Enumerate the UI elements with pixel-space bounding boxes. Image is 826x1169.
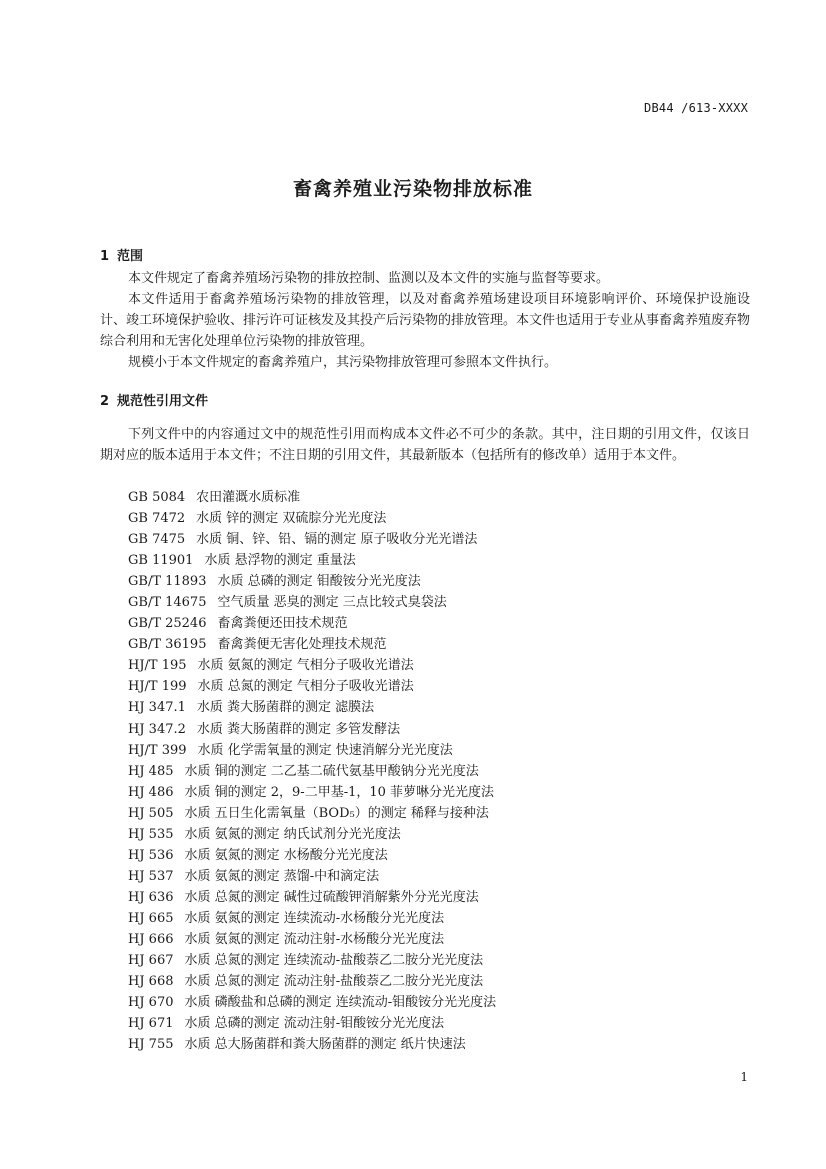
reference-code: HJ 755 [128,1037,174,1053]
reference-item [128,1013,496,1034]
reference-item [128,971,496,992]
reference-item [128,950,496,971]
reference-title: 水质 氨氮的测定 纳氏试剂分光光度法 [184,826,401,842]
reference-code: GB/T 11893 [128,574,207,590]
reference-code: HJ 636 [128,889,174,905]
reference-item [128,908,496,929]
reference-title: 水质 铜、锌、铅、镉的测定 原子吸收分光光谱法 [196,532,478,548]
reference-title: 水质 氨氮的测定 蒸馏-中和滴定法 [184,868,380,884]
document-title: 畜禽养殖业污染物排放标准 [292,178,533,200]
page-number: 1 [740,1070,748,1084]
reference-item [128,803,496,824]
paragraph: 规模小于本文件规定的畜禽养殖户，其污染物排放管理可参照本文件执行。 [128,355,558,370]
reference-title: 水质 磷酸盐和总磷的测定 连续流动-钼酸铵分光光度法 [184,995,497,1011]
reference-title: 水质 总磷的测定 钼酸铵分光光度法 [217,574,421,590]
section-title: 范围 [117,249,144,264]
reference-item [128,487,496,508]
reference-item [128,845,496,866]
reference-title: 水质 粪大肠菌群的测定 多管发酵法 [196,721,401,737]
reference-title: 水质 铜的测定 2，9-二甲基-1，10 菲萝啉分光光度法 [184,784,495,800]
reference-code: GB 7475 [128,532,186,548]
reference-item [128,992,496,1013]
reference-code: HJ 666 [128,931,174,947]
reference-code: HJ 670 [128,995,174,1011]
reference-item [128,887,496,908]
reference-item [128,824,496,845]
reference-title: 水质 五日生化需氧量（BOD₅）的测定 稀释与接种法 [184,805,489,821]
reference-title: 畜禽粪便还田技术规范 [217,616,348,632]
reference-title: 水质 氨氮的测定 连续流动-水杨酸分光光度法 [184,910,445,926]
reference-item [128,613,496,634]
reference-code: HJ/T 199 [128,679,187,695]
paragraph: 本文件适用于畜禽养殖场污染物的排放管理，以及对畜禽养殖场建设项目环境影响评价、环境保护设施设计、竣工环境保护验收、排污许可证核发及其投产后污染物的排放管理。本文件也适用于专业从事畜禽养殖废弃物综合利用和无害化处理单位污染物的排放管理。 [100,292,751,349]
reference-item [128,697,496,718]
reference-title: 畜禽粪便无害化处理技术规范 [217,637,387,653]
reference-code: GB/T 14675 [128,595,207,611]
reference-code: GB 7472 [128,511,186,527]
reference-item [128,866,496,887]
reference-item [128,655,496,676]
section-number: 2 [100,394,110,409]
document-code: DB44 /613-XXXX [644,101,748,115]
reference-code: HJ 347.2 [128,721,186,737]
reference-title: 水质 总氮的测定 连续流动-盐酸萘乙二胺分光光度法 [184,953,484,969]
reference-item [128,550,496,571]
section-title: 规范性引用文件 [117,394,209,409]
reference-item [128,761,496,782]
reference-code: HJ 537 [128,868,174,884]
reference-code: GB 5084 [128,490,186,505]
reference-item [128,740,496,761]
reference-item [128,634,496,655]
reference-list [128,487,496,1055]
reference-title: 水质 铜的测定 二乙基二硫代氨基甲酸钠分光光度法 [184,763,479,779]
reference-code: HJ/T 195 [128,658,187,674]
paragraph: 下列文件中的内容通过文中的规范性引用而构成本文件必不可少的条款。其中，注日期的引用文件，仅该日期对应的版本适用于本文件；不注日期的引用文件，其最新版本（包括所有的修改单）适用于本文件。 [100,427,750,463]
reference-title: 水质 总氮的测定 碱性过硫酸钾消解紫外分光光度法 [184,889,479,905]
reference-title: 水质 总氮的测定 气相分子吸收光谱法 [197,679,414,695]
reference-title: 水质 总磷的测定 流动注射-钼酸铵分光光度法 [184,1016,445,1032]
reference-item [128,719,496,740]
reference-code: GB/T 25246 [128,616,207,632]
reference-title: 水质 化学需氧量的测定 快速消解分光光度法 [197,742,453,758]
reference-code: GB 11901 [128,553,194,569]
reference-item [128,782,496,803]
reference-code: GB/T 36195 [128,637,207,653]
reference-code: HJ/T 399 [128,742,187,758]
reference-code: HJ 668 [128,974,174,990]
reference-title: 水质 粪大肠菌群的测定 滤膜法 [196,700,375,716]
reference-code: HJ 536 [128,847,174,863]
reference-code: HJ 505 [128,805,174,821]
reference-title: 农田灌溉水质标准 [196,490,301,505]
reference-item [128,529,496,550]
section-number: 1 [100,249,110,264]
reference-code: HJ 347.1 [128,700,186,716]
reference-item [128,508,496,529]
reference-item [128,676,496,697]
section-heading-scope [100,245,143,264]
reference-title: 水质 氨氮的测定 水杨酸分光光度法 [184,847,388,863]
reference-item [128,592,496,613]
reference-title: 水质 氨氮的测定 流动注射-水杨酸分光光度法 [184,931,445,947]
reference-title: 水质 氨氮的测定 气相分子吸收光谱法 [197,658,414,674]
reference-title: 水质 锌的测定 双硫腙分光光度法 [196,511,387,527]
reference-item [128,1034,496,1055]
reference-title: 水质 总氮的测定 流动注射-盐酸萘乙二胺分光光度法 [184,974,484,990]
reference-code: HJ 665 [128,910,174,926]
reference-title: 水质 悬浮物的测定 重量法 [204,553,356,569]
reference-title: 水质 总大肠菌群和粪大肠菌群的测定 纸片快速法 [184,1037,466,1053]
reference-code: HJ 485 [128,763,174,779]
reference-code: HJ 667 [128,953,174,969]
reference-code: HJ 486 [128,784,174,800]
reference-item [128,571,496,592]
section-heading-normative-references [100,390,208,409]
paragraph: 本文件规定了畜禽养殖场污染物的排放控制、监测以及本文件的实施与监督等要求。 [128,271,610,286]
reference-item [128,929,496,950]
reference-code: HJ 535 [128,826,174,842]
reference-code: HJ 671 [128,1016,174,1032]
reference-title: 空气质量 恶臭的测定 三点比较式臭袋法 [217,595,447,611]
